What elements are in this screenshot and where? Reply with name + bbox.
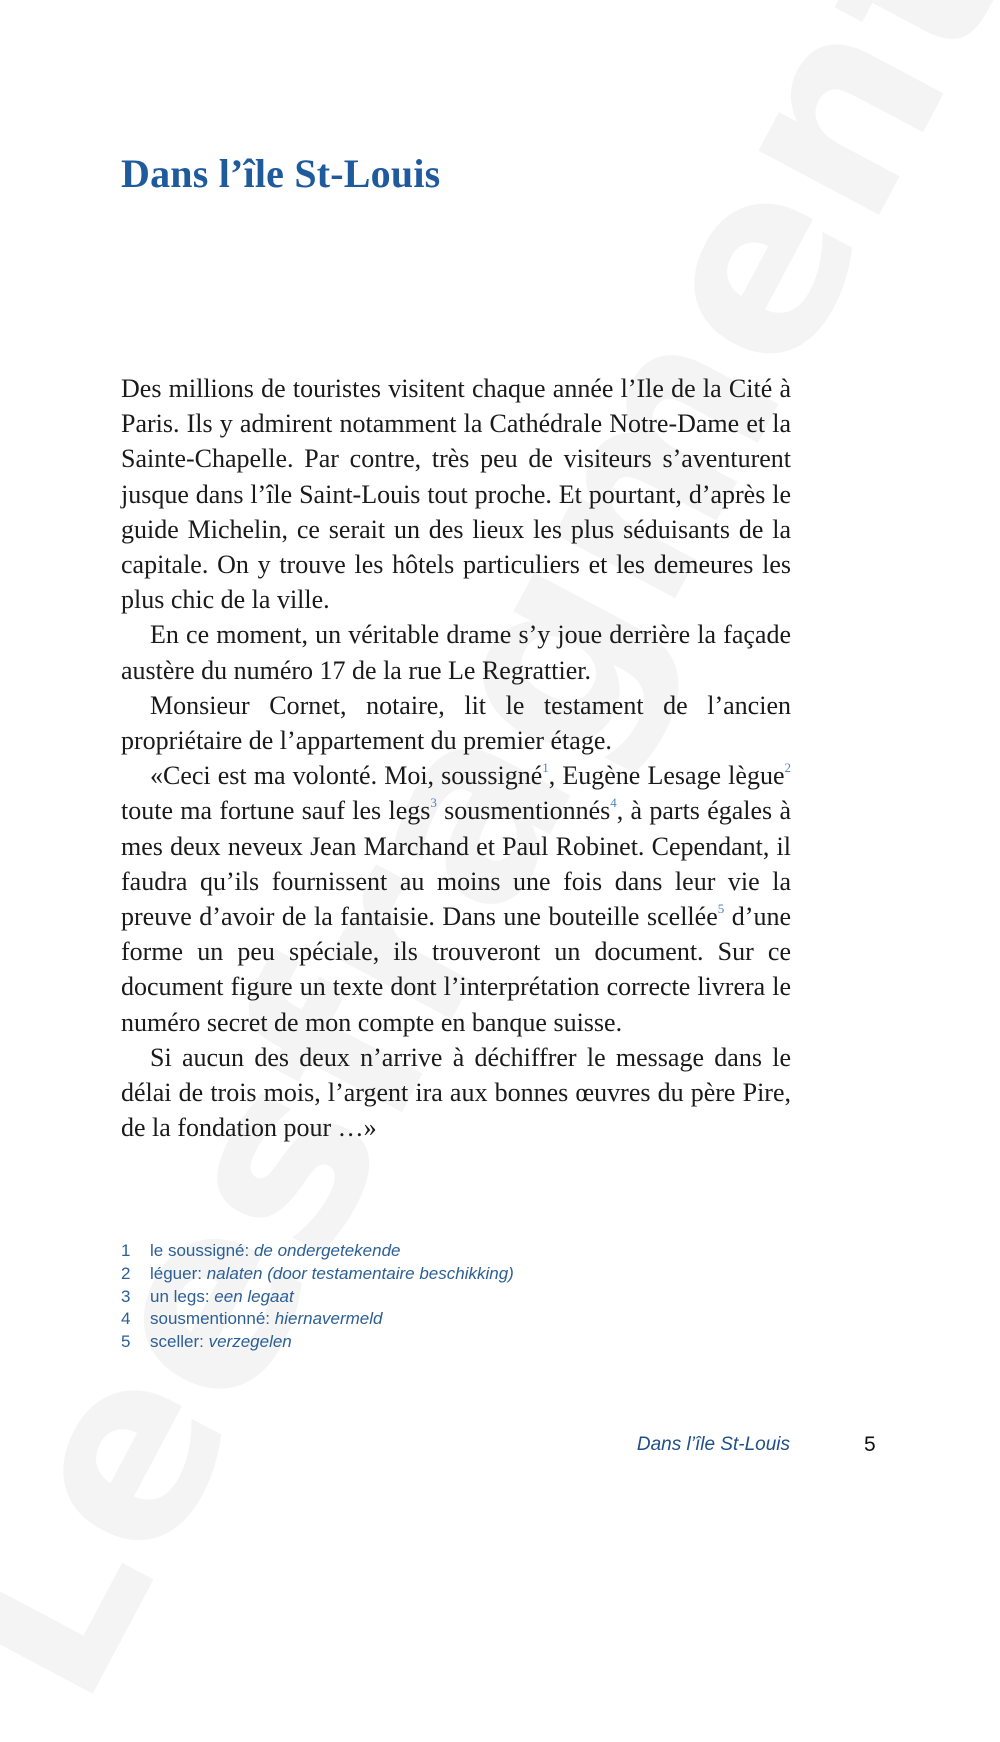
text-run: Des millions de touristes visitent chaque année l’Ile de la Cité à Paris. Ils y admirent notamment la Cathédrale Notre-Dame et la Sainte-Chapelle. Par contre, très peu de visiteurs s’aventurent jusque dans l’île Saint-Louis tout proche. Et pourtant, d’après le guide Michelin, ce serait un des lieux les plus séduisants de la capitale. On y trouve les hôtels particuliers et les demeures les plus chic de la ville. xyxy=(121,374,791,615)
footnote-definition: een legaat xyxy=(214,1286,294,1306)
footnote-ref: 5 xyxy=(717,901,725,917)
footnote-ref: 2 xyxy=(784,760,791,776)
footnote-number: 3 xyxy=(121,1286,131,1306)
footnote-definition: hiernavermeld xyxy=(274,1309,383,1329)
body-text xyxy=(121,371,791,1145)
text-run: «Ceci est ma volonté. Moi, soussigné xyxy=(150,761,543,791)
footnote-item xyxy=(121,1263,514,1286)
running-title: Dans l’île St-Louis xyxy=(636,1434,790,1455)
text-run: Si aucun des deux n’arrive à déchiffrer le message dans le délai de trois mois, l’argent ira aux bonnes œuvres du père Pire, de la fondation pour …» xyxy=(121,1042,791,1143)
footnote-number: 5 xyxy=(121,1332,131,1352)
footnote-term: sousmentionné: xyxy=(150,1309,271,1329)
footnote-ref: 1 xyxy=(542,760,549,776)
footnote-term: un legs: xyxy=(150,1286,210,1306)
paragraph xyxy=(121,758,791,1040)
text-run: toute ma fortune sauf les legs xyxy=(121,796,431,826)
footnote-number: 1 xyxy=(121,1241,131,1260)
footnote-definition: de ondergetekende xyxy=(253,1241,401,1260)
paragraph xyxy=(121,1040,791,1146)
paragraph xyxy=(121,371,791,617)
footnote-ref: 3 xyxy=(430,795,437,811)
footnote-term: sceller: xyxy=(150,1332,204,1352)
footnote-number: 2 xyxy=(121,1263,131,1283)
footnote-number: 4 xyxy=(121,1309,131,1329)
text-run: En ce moment, un véritable drame s’y joue derrière la façade austère du numéro 17 de la rue Le Regrattier. xyxy=(121,620,791,685)
page-number: 5 xyxy=(864,1433,876,1456)
text-run: , Eugène Lesage lègue xyxy=(548,761,785,791)
text-run: , à parts égales à mes deux neveux Jean Marchand et Paul Robinet. Cependant, il faudra qu’ils fournissent au moins une fois dans leur vie la preuve d’avoir de la fantaisie. Dans une bouteille scellée xyxy=(121,796,791,932)
footnote-definition: verzegelen xyxy=(208,1332,292,1352)
footnote-term: le soussigné: xyxy=(150,1241,250,1260)
paragraph xyxy=(121,688,791,758)
paragraph xyxy=(121,617,791,687)
chapter-title: Dans l’île St-Louis xyxy=(121,151,441,196)
text-run: d’une forme un peu spéciale, ils trouveront un document. Sur ce document figure un texte dont l’interprétation correcte livrera le numéro secret de mon compte en banque suisse. xyxy=(121,902,791,1037)
footnote-ref: 4 xyxy=(610,795,617,811)
text-run: Monsieur Cornet, notaire, lit le testament de l’ancien propriétaire de l’appartement du premier étage. xyxy=(121,690,791,756)
footnote-item xyxy=(121,1308,514,1331)
footnote-definition: nalaten (door testamentaire beschikking) xyxy=(206,1263,514,1283)
footnote-item xyxy=(121,1331,514,1354)
footnote-term: léguer: xyxy=(150,1263,202,1283)
footnote-item xyxy=(121,1240,514,1263)
text-run: sousmentionnés xyxy=(436,796,611,826)
footnote-item xyxy=(121,1286,514,1309)
footnotes xyxy=(121,1240,514,1354)
